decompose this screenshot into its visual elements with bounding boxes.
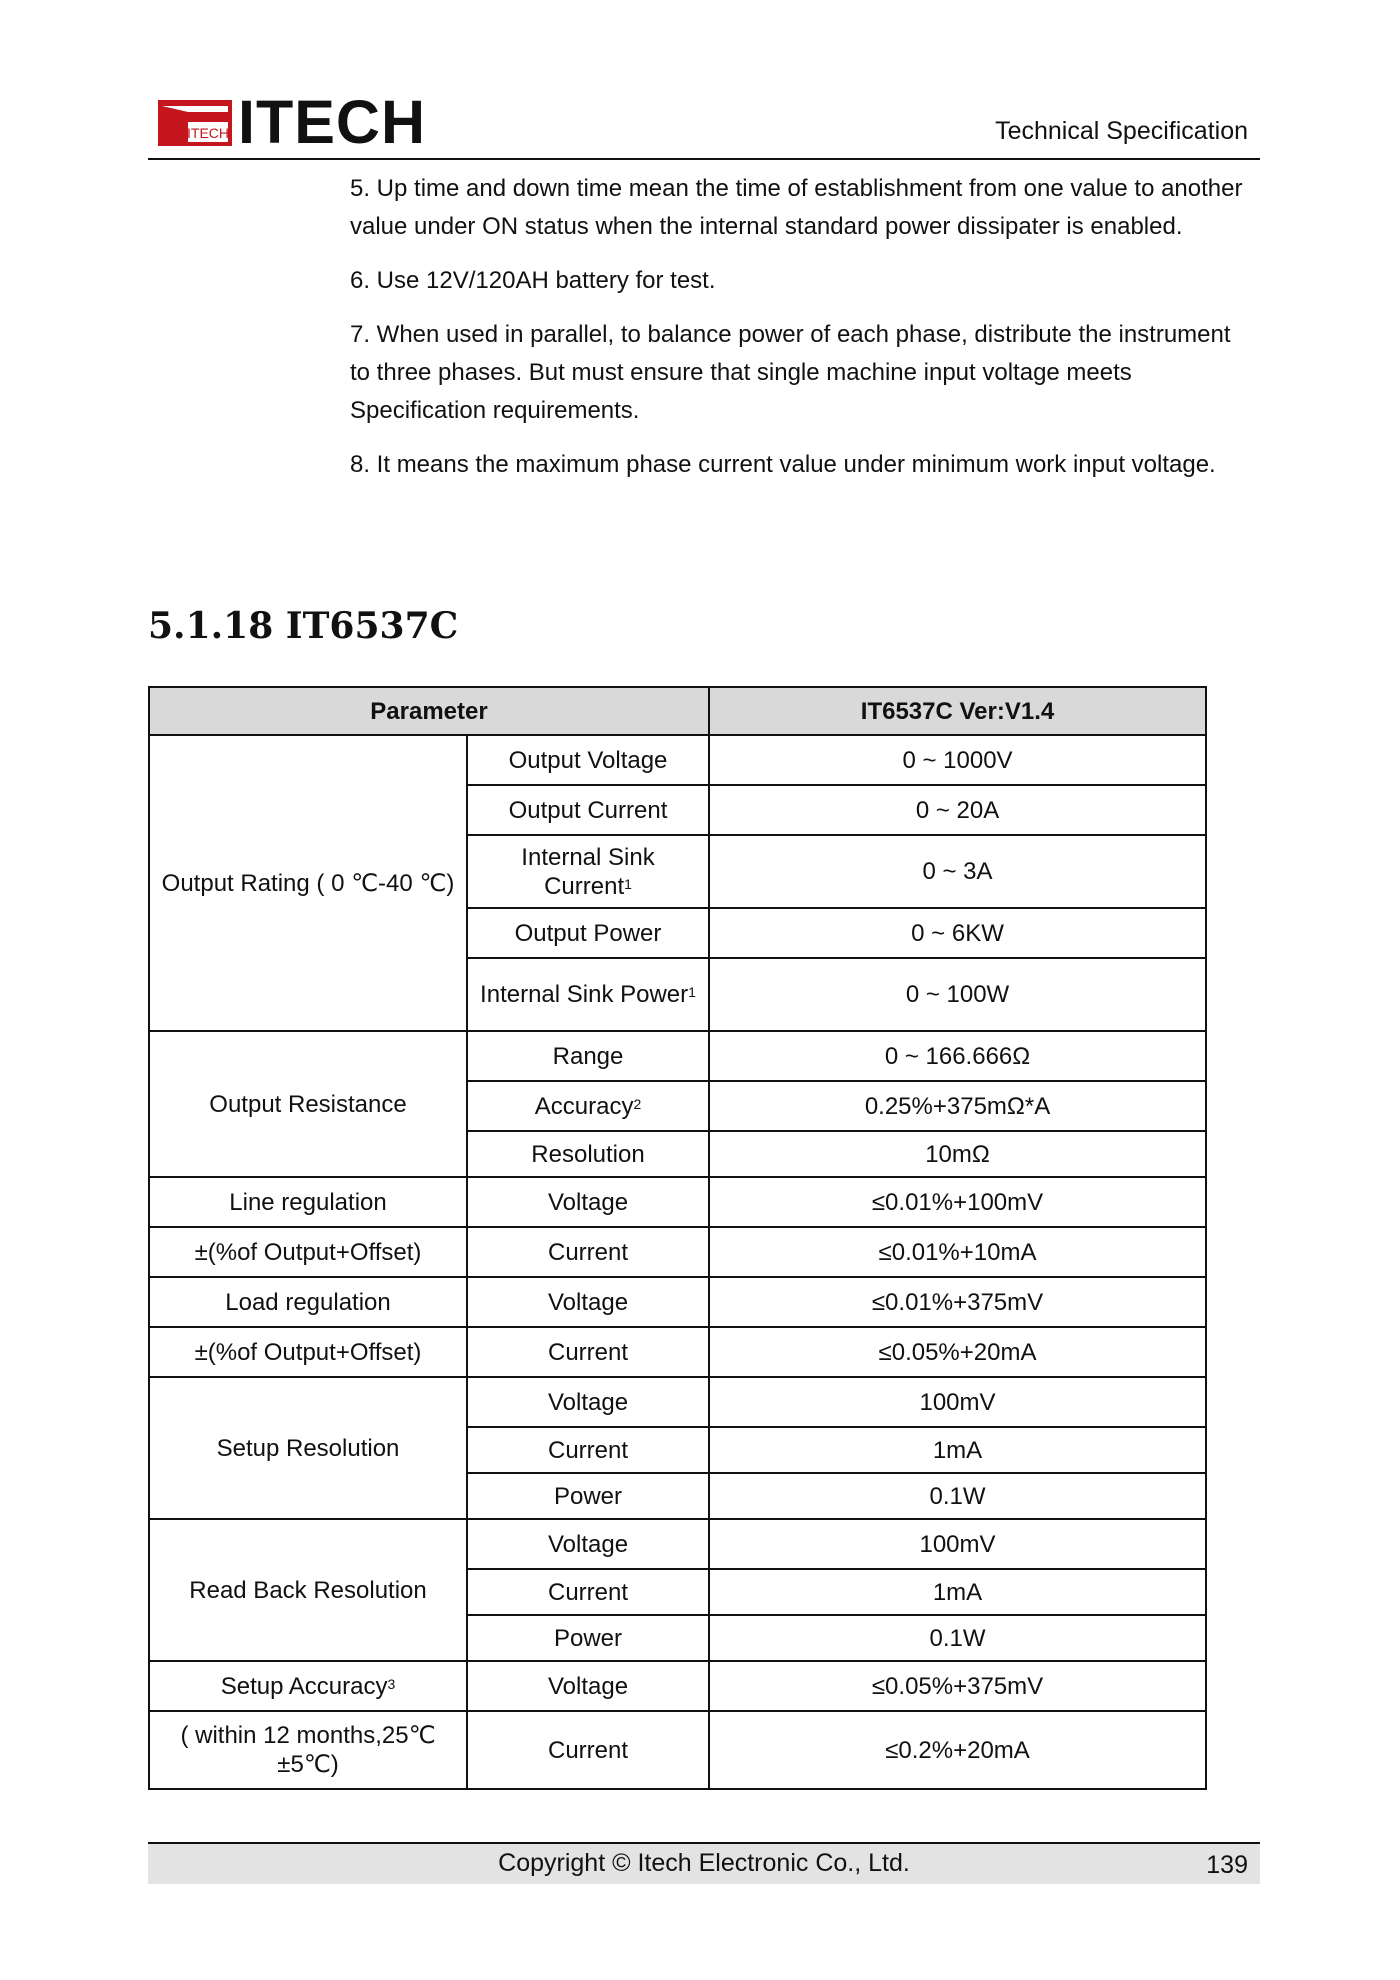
itech-logo-icon	[158, 100, 232, 146]
param-value: 1mA	[709, 1427, 1206, 1473]
param-name: Voltage	[467, 1519, 709, 1569]
param-value: 10mΩ	[709, 1131, 1206, 1177]
page-header	[148, 88, 1260, 160]
param-name: Voltage	[467, 1377, 709, 1427]
param-name: Resolution	[467, 1131, 709, 1177]
spec-table	[148, 686, 1207, 1790]
note-8: 8. It means the maximum phase current value under minimum work input voltage.	[350, 451, 1216, 478]
param-value: ≤0.01%+100mV	[709, 1177, 1206, 1227]
param-name: Output Current	[467, 785, 709, 835]
group-label-load-regulation-offset: ±(%of Output+Offset)	[149, 1327, 467, 1377]
copyright-text: Copyright © Itech Electronic Co., Ltd.	[498, 1849, 910, 1877]
param-value: 0.25%+375mΩ*A	[709, 1081, 1206, 1131]
logo-small-text: ITECH	[187, 125, 229, 141]
table-header-row	[149, 687, 1206, 735]
table-row	[149, 1519, 1206, 1569]
footnote-ref: 3	[387, 1675, 396, 1692]
table-row	[149, 1661, 1206, 1711]
table-row	[149, 1377, 1206, 1427]
footnote-ref: 1	[688, 984, 696, 1000]
param-value: 0.1W	[709, 1615, 1206, 1661]
group-label-line-regulation: Line regulation	[149, 1177, 467, 1227]
param-value: ≤0.05%+20mA	[709, 1327, 1206, 1377]
table-row	[149, 1327, 1206, 1377]
group-label-setup-resolution: Setup Resolution	[149, 1377, 467, 1519]
footnotes	[350, 170, 1250, 500]
page-number: 139	[1206, 1851, 1248, 1879]
param-name: Current	[467, 1427, 709, 1473]
logo-wordmark: ITECH	[238, 88, 426, 156]
note-5: 5. Up time and down time mean the time of establishment from one value to another value under ON status when the internal standard power dissipater is enabled.	[350, 175, 1243, 240]
param-value: 1mA	[709, 1569, 1206, 1615]
param-name: Voltage	[467, 1177, 709, 1227]
param-value: ≤0.2%+20mA	[709, 1711, 1206, 1789]
param-value: 100mV	[709, 1519, 1206, 1569]
header-model: IT6537C Ver:V1.4	[709, 687, 1206, 735]
param-value: 0 ~ 3A	[709, 835, 1206, 908]
footnote-ref: 1	[624, 875, 632, 892]
param-value: ≤0.01%+375mV	[709, 1277, 1206, 1327]
table-row	[149, 1031, 1206, 1081]
param-name: Current	[467, 1711, 709, 1789]
param-value: 0.1W	[709, 1473, 1206, 1519]
group-label-readback-resolution: Read Back Resolution	[149, 1519, 467, 1661]
param-name: Power	[467, 1615, 709, 1661]
param-name: Voltage	[467, 1661, 709, 1711]
param-name: Current	[467, 1327, 709, 1377]
param-name: Range	[467, 1031, 709, 1081]
param-name: Output Voltage	[467, 735, 709, 785]
group-label-setup-accuracy: Setup Accuracy$^3$	[149, 1661, 467, 1711]
param-value: 0 ~ 6KW	[709, 908, 1206, 958]
group-label-output-rating: Output Rating ( 0 ℃-40 ℃)	[149, 735, 467, 1031]
group-label-load-regulation: Load regulation	[149, 1277, 467, 1327]
param-value: 0 ~ 1000V	[709, 735, 1206, 785]
param-value: 0 ~ 100W	[709, 958, 1206, 1031]
table-row	[149, 1177, 1206, 1227]
param-name: Current	[467, 1227, 709, 1277]
table-row	[149, 735, 1206, 785]
param-name: Current	[467, 1569, 709, 1615]
group-label-output-resistance: Output Resistance	[149, 1031, 467, 1177]
param-name: Power	[467, 1473, 709, 1519]
itech-logo	[158, 88, 426, 156]
group-label-line-regulation-offset: ±(%of Output+Offset)	[149, 1227, 467, 1277]
param-value: ≤0.05%+375mV	[709, 1661, 1206, 1711]
group-label-setup-accuracy-conditions: ( within 12 months,25℃ ±5℃)	[149, 1711, 467, 1789]
page-footer	[148, 1842, 1260, 1884]
header-parameter: Parameter	[149, 687, 709, 735]
param-name: Internal Sink Current$^1$	[467, 835, 709, 908]
section-title: 5.1.18 IT6537C	[148, 605, 459, 647]
param-name: Internal Sink Power$^1$	[467, 958, 709, 1031]
table-row	[149, 1277, 1206, 1327]
param-value: 0 ~ 166.666Ω	[709, 1031, 1206, 1081]
note-6: 6. Use 12V/120AH battery for test.	[350, 267, 716, 294]
footnote-ref: 2	[633, 1095, 642, 1112]
param-value: 100mV	[709, 1377, 1206, 1427]
param-value: 0 ~ 20A	[709, 785, 1206, 835]
param-name: Voltage	[467, 1277, 709, 1327]
param-name: Output Power	[467, 908, 709, 958]
table-row	[149, 1711, 1206, 1789]
param-value: ≤0.01%+10mA	[709, 1227, 1206, 1277]
header-title: Technical Specification	[995, 117, 1248, 145]
note-7: 7. When used in parallel, to balance power of each phase, distribute the instrument to three phases. But must ensure that single machine input voltage meets Specification requirements.	[350, 321, 1231, 424]
param-name: Accuracy$^2$	[467, 1081, 709, 1131]
table-row	[149, 1227, 1206, 1277]
